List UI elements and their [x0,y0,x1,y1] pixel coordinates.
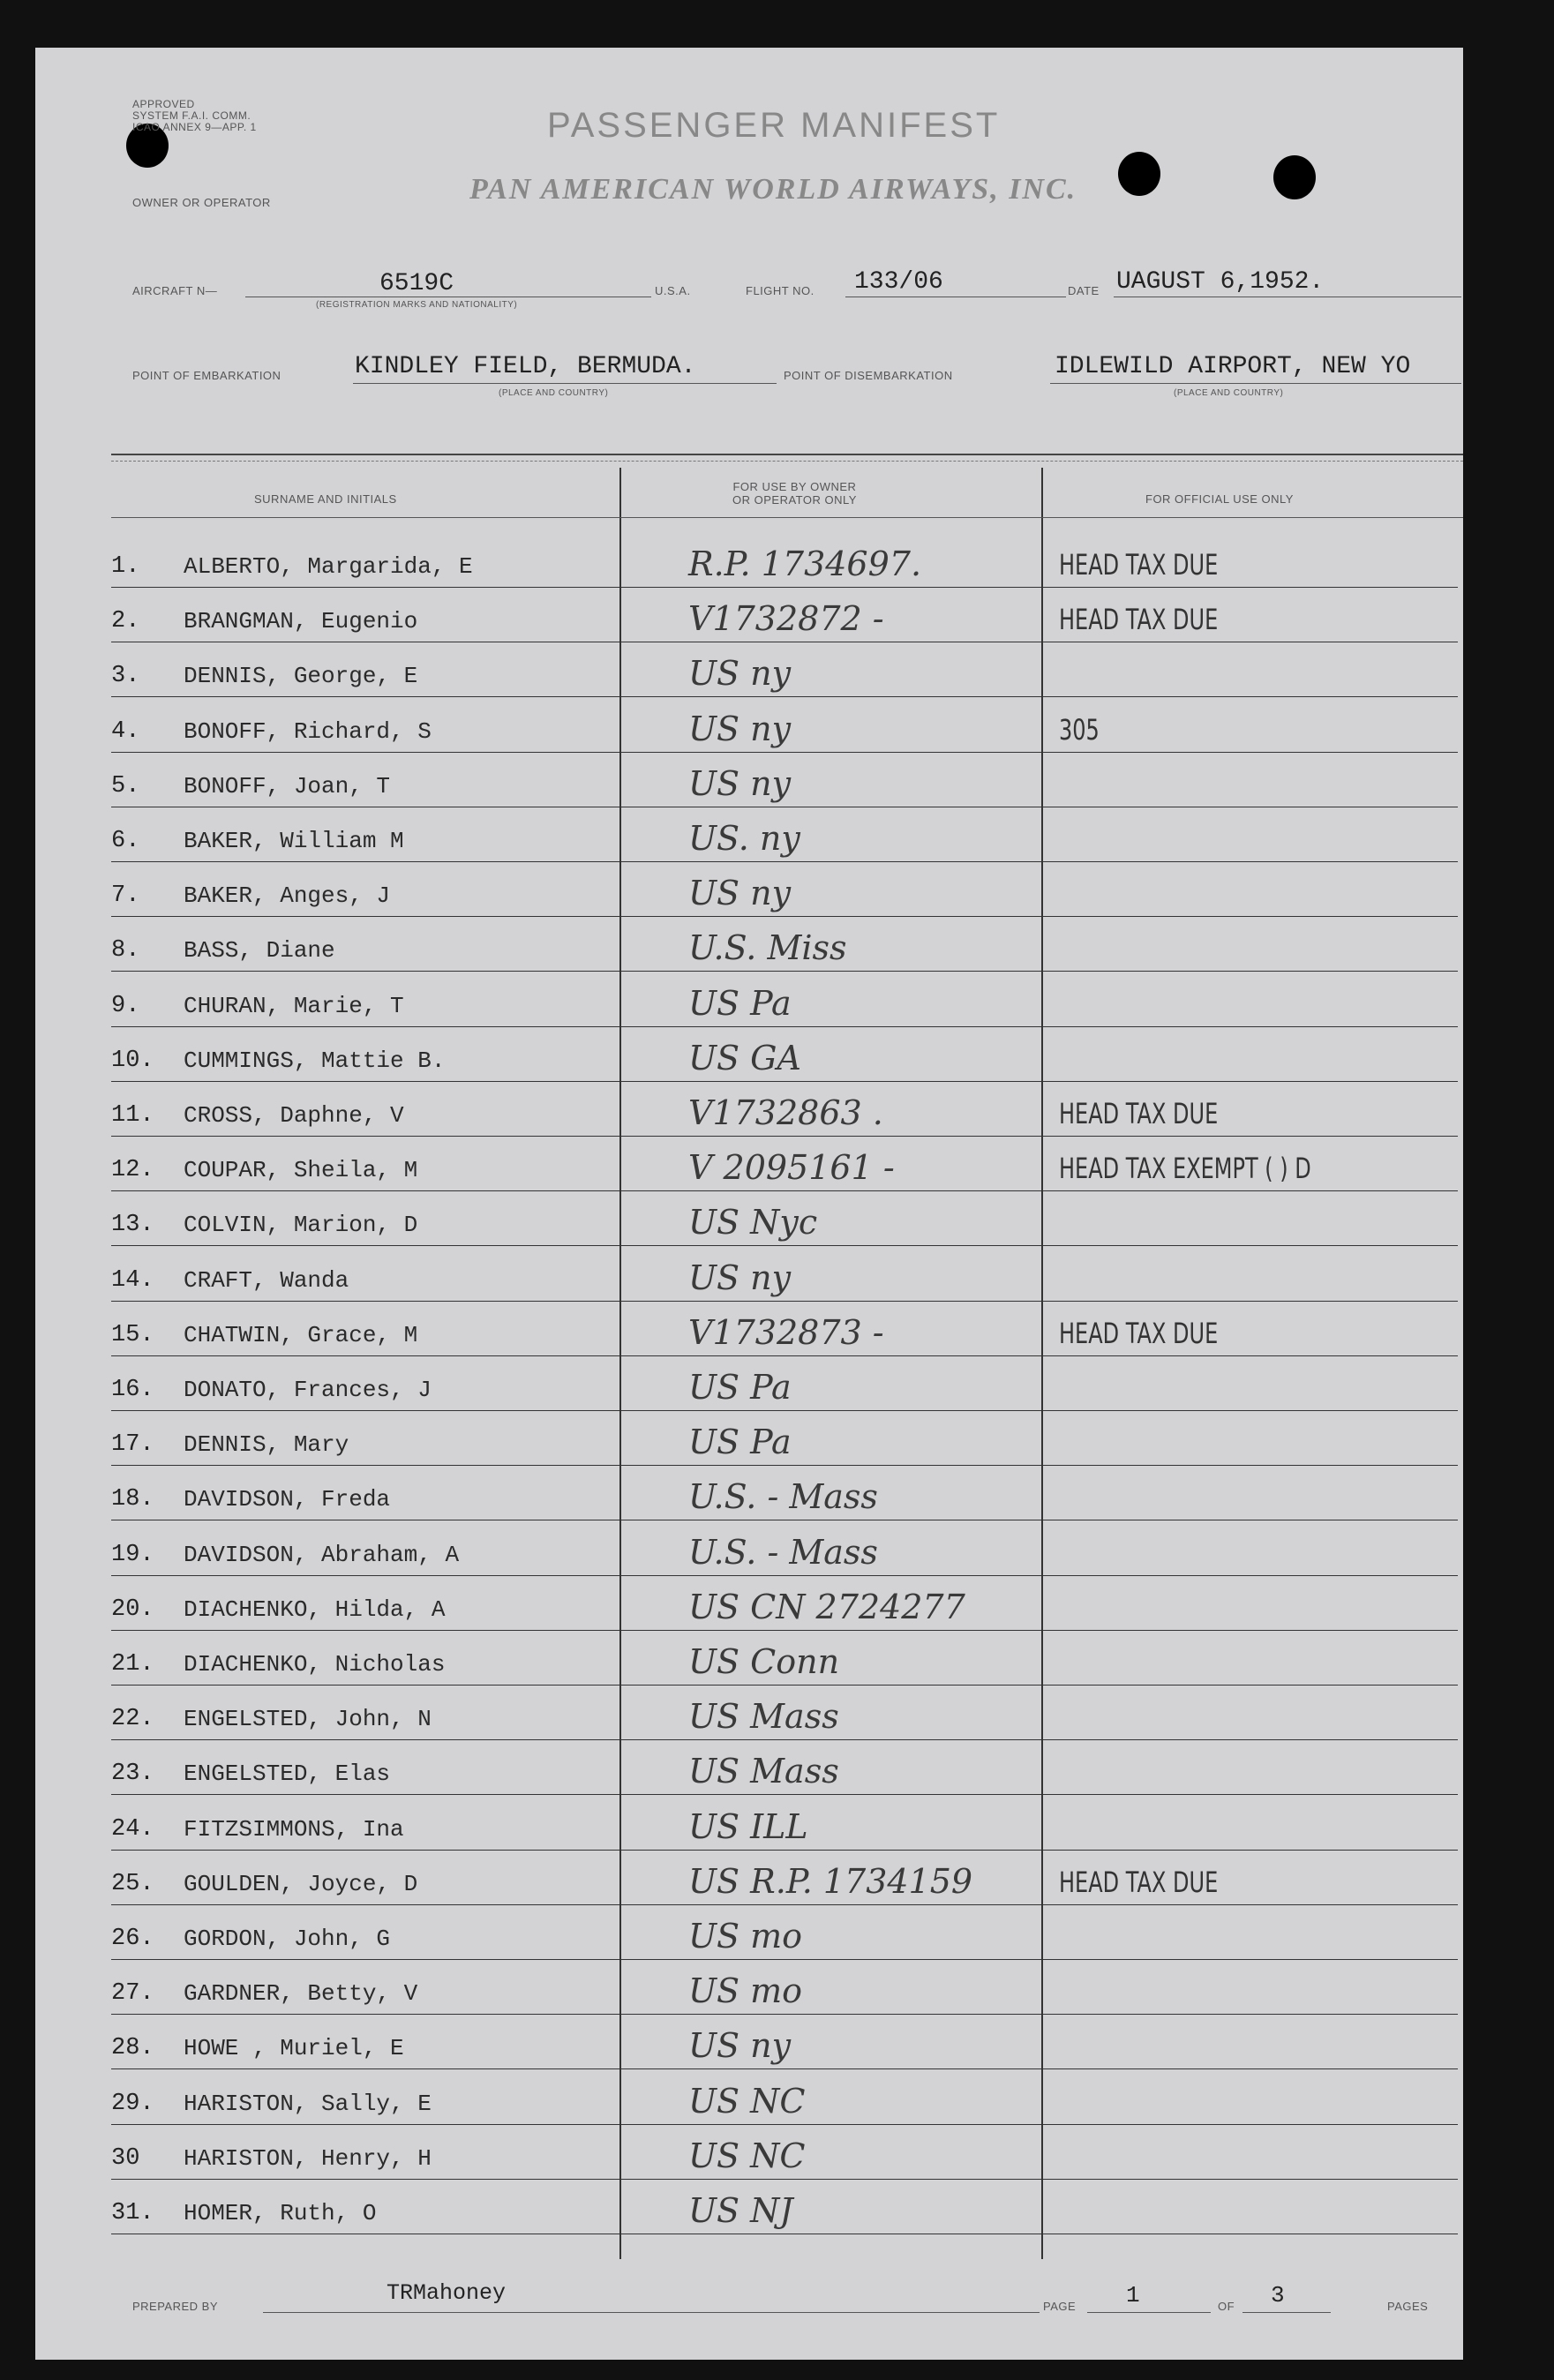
operator-note: U.S. Miss [688,928,847,968]
passenger-row [79,1086,1458,1141]
passenger-name: HOMER, Ruth, O [184,2200,377,2226]
passenger-row [79,921,1458,976]
operator-note: US ny [688,709,792,748]
operator-note: US mo [688,1971,803,2011]
flight-label: FLIGHT NO. [746,284,815,297]
passenger-name: BAKER, Anges, J [184,882,391,910]
operator-note: U.S. - Mass [688,1532,878,1572]
passenger-name: FITZSIMMONS, Ina [184,1815,404,1843]
operator-note: US ny [688,2026,792,2066]
owner-operator-label: OWNER OR OPERATOR [132,196,271,209]
passenger-row [79,647,1458,702]
row-number: 13. [111,1212,154,1239]
passenger-name: BAKER, William M [184,828,404,854]
passenger-name: HOWE , Muriel, E [184,2035,404,2062]
row-number: 23. [111,1761,154,1788]
row-number: 7. [111,882,140,910]
passenger-row [79,1306,1458,1361]
usa-label: U.S.A. [655,284,691,297]
passenger-row [79,537,1458,592]
row-rule [111,1026,1458,1027]
operator-note: US mo [688,1917,803,1956]
disembarkation-sublabel: (PLACE AND COUNTRY) [1174,388,1284,398]
column-header-official: FOR OFFICIAL USE ONLY [1145,492,1294,506]
operator-note: US Pa [688,1423,792,1462]
row-rule [111,1685,1458,1686]
flight-value: 133/06 [854,268,943,296]
airline-name: PAN AMERICAN WORLD AIRWAYS, INC. [469,173,1077,206]
passenger-name: BRANGMAN, Eugenio [184,608,418,635]
aircraft-label: AIRCRAFT N— [132,284,218,297]
passenger-row [79,1470,1458,1525]
passenger-row [79,812,1458,867]
passenger-row [79,1635,1458,1690]
passenger-row [79,1690,1458,1745]
row-rule [111,2124,1458,2125]
operator-note: US ny [688,874,792,913]
passenger-row [79,702,1458,757]
row-number: 5. [111,772,140,800]
passenger-row [79,1251,1458,1306]
disembarkation-value: IDLEWILD AIRPORT, NEW YO [1055,353,1411,380]
passenger-row [79,977,1458,1032]
row-number: 15. [111,1321,154,1348]
row-rule [111,1136,1458,1137]
official-note: HEAD TAX DUE [1059,548,1219,582]
punch-hole [1118,152,1160,196]
row-number: 30 [111,2144,140,2172]
operator-note: R.P. 1734697. [688,544,922,583]
passenger-row [79,1745,1458,1799]
manifest-page [35,48,1463,2360]
operator-note: V1732872 - [688,599,884,639]
passenger-name: CHURAN, Marie, T [184,992,404,1019]
passenger-row [79,1910,1458,1964]
official-note: HEAD TAX DUE [1059,603,1219,637]
operator-note: US CN 2724277 [688,1587,965,1626]
passenger-name: HARISTON, Sally, E [184,2090,432,2117]
official-note: HEAD TAX EXEMPT ( ) D [1059,1152,1311,1186]
passenger-row [79,1196,1458,1250]
row-number: 4. [111,717,140,745]
passenger-name: GARDNER, Betty, V [184,1980,418,2008]
operator-note: US NC [688,2081,806,2121]
row-number: 21. [111,1651,154,1678]
row-number: 3. [111,663,140,690]
row-rule [111,1630,1458,1631]
official-note: HEAD TAX DUE [1059,1316,1219,1350]
operator-note: US R.P. 1734159 [688,1861,973,1901]
of-value: 3 [1271,2282,1285,2309]
operator-note: US ILL [688,1806,808,1846]
row-rule [111,1575,1458,1576]
passenger-name: BONOFF, Richard, S [184,717,432,745]
passenger-name: HARISTON, Henry, H [184,2144,432,2172]
punch-hole [1273,155,1316,199]
row-rule [111,696,1458,697]
embarkation-value: KINDLEY FIELD, BERMUDA. [355,353,696,380]
row-number: 18. [111,1486,154,1513]
date-value: UAGUST 6,1952. [1116,268,1325,296]
passenger-row [79,1855,1458,1910]
passenger-name: DENNIS, Mary [184,1431,349,1459]
operator-note: US Pa [688,983,792,1023]
row-rule [111,1355,1458,1356]
row-rule [111,1190,1458,1191]
row-number: 10. [111,1047,154,1074]
operator-note: V 2095161 - [688,1148,895,1188]
passenger-row [79,1032,1458,1086]
passenger-name: ALBERTO, Margarida, E [184,553,473,580]
passenger-name: CUMMINGS, Mattie B. [184,1047,446,1074]
operator-note: US ny [688,654,792,694]
passenger-name: CROSS, Daphne, V [184,1102,404,1129]
of-label: OF [1218,2300,1235,2313]
passenger-row [79,1964,1458,2019]
passenger-row [79,1141,1458,1196]
operator-note: US NC [688,2136,806,2175]
row-rule [111,1465,1458,1466]
operator-note: US Mass [688,1752,839,1791]
page-label: PAGE [1043,2300,1077,2313]
operator-note: US Mass [688,1697,839,1737]
passenger-name: GORDON, John, G [184,1926,391,1952]
row-rule [111,587,1458,588]
operator-note: US Conn [688,1642,840,1681]
operator-note: V1732863 . [688,1093,883,1132]
row-rule [111,752,1458,753]
form-title: PASSENGER MANIFEST [547,106,1001,145]
page-value: 1 [1126,2282,1140,2309]
operator-note: US ny [688,1258,792,1297]
passenger-name: DONATO, Frances, J [184,1377,432,1403]
passenger-row [79,757,1458,812]
column-header-operator: FOR USE BY OWNER OR OPERATOR ONLY [732,480,857,507]
row-number: 22. [111,1706,154,1733]
passenger-name: COUPAR, Sheila, M [184,1157,418,1184]
row-number: 16. [111,1377,154,1403]
passenger-name: ENGELSTED, Elas [184,1761,391,1788]
table-top-rule [111,454,1463,455]
row-number: 26. [111,1926,154,1952]
passenger-name: DIACHENKO, Nicholas [184,1651,446,1678]
aircraft-value: 6519C [379,270,454,297]
passenger-name: CHATWIN, Grace, M [184,1321,418,1348]
passenger-row [79,2184,1458,2239]
row-number: 25. [111,1870,154,1897]
passenger-name: BONOFF, Joan, T [184,772,391,800]
row-number: 1. [111,553,140,580]
passenger-row [79,1526,1458,1580]
passenger-row [79,1580,1458,1635]
row-rule [111,1904,1458,1905]
operator-note: US NJ [688,2191,793,2230]
approval-stamp: APPROVED SYSTEM F.A.I. COMM. ICAO ANNEX 9—APP. 1 [132,98,257,133]
passenger-name: DAVIDSON, Abraham, A [184,1541,460,1568]
pages-label: PAGES [1387,2300,1429,2313]
operator-note: US ny [688,763,792,803]
row-number: 12. [111,1157,154,1184]
passenger-row [79,2075,1458,2129]
row-rule [111,1739,1458,1740]
row-rule [111,1850,1458,1851]
passenger-row [79,867,1458,921]
row-rule [111,1794,1458,1795]
passenger-name: BASS, Diane [184,937,335,965]
passenger-row [79,2129,1458,2184]
row-number: 19. [111,1541,154,1568]
passenger-row [79,1800,1458,1855]
aircraft-sublabel: (REGISTRATION MARKS AND NATIONALITY) [316,300,518,310]
operator-note: US Nyc [688,1203,818,1243]
operator-note: U.S. - Mass [688,1477,878,1517]
date-label: DATE [1068,284,1100,297]
embarkation-sublabel: (PLACE AND COUNTRY) [499,388,609,398]
operator-note: US Pa [688,1368,792,1407]
row-number: 24. [111,1815,154,1843]
prepared-by-value: TRMahoney [387,2280,507,2306]
passenger-name: CRAFT, Wanda [184,1266,349,1294]
passenger-name: DAVIDSON, Freda [184,1486,391,1513]
row-number: 9. [111,992,140,1019]
passenger-name: ENGELSTED, John, N [184,1706,432,1733]
row-number: 17. [111,1431,154,1459]
passenger-name: COLVIN, Marion, D [184,1212,418,1239]
row-rule [111,1245,1458,1246]
row-number: 31. [111,2200,154,2226]
prepared-by-label: PREPARED BY [132,2300,219,2313]
operator-note: V1732873 - [688,1312,884,1352]
row-rule [111,916,1458,917]
passenger-name: DIACHENKO, Hilda, A [184,1595,446,1623]
row-rule [111,2068,1458,2069]
row-number: 2. [111,608,140,635]
passenger-row [79,592,1458,647]
passenger-name: DENNIS, George, E [184,663,418,690]
row-number: 6. [111,828,140,854]
column-header-surname: SURNAME AND INITIALS [254,492,397,506]
row-rule [111,1081,1458,1082]
official-note: HEAD TAX DUE [1059,1865,1219,1899]
passenger-row [79,1415,1458,1470]
row-rule [111,861,1458,862]
row-rule [111,1410,1458,1411]
row-rule [111,971,1458,972]
operator-note: US GA [688,1038,801,1077]
row-number: 27. [111,1980,154,2008]
passenger-name: GOULDEN, Joyce, D [184,1870,418,1897]
row-number: 20. [111,1595,154,1623]
row-number: 14. [111,1266,154,1294]
embarkation-label: POINT OF EMBARKATION [132,369,282,382]
passenger-row [79,1361,1458,1415]
row-number: 11. [111,1102,154,1129]
official-note: 305 [1059,712,1100,747]
operator-note: US. ny [688,819,800,858]
row-rule [111,2179,1458,2180]
official-note: HEAD TAX DUE [1059,1097,1219,1130]
row-number: 29. [111,2090,154,2117]
disembarkation-label: POINT OF DISEMBARKATION [784,369,953,382]
row-number: 28. [111,2035,154,2062]
row-rule [111,1301,1458,1302]
row-number: 8. [111,937,140,965]
passenger-row [79,2019,1458,2074]
row-rule [111,1959,1458,1960]
row-rule [111,2014,1458,2015]
